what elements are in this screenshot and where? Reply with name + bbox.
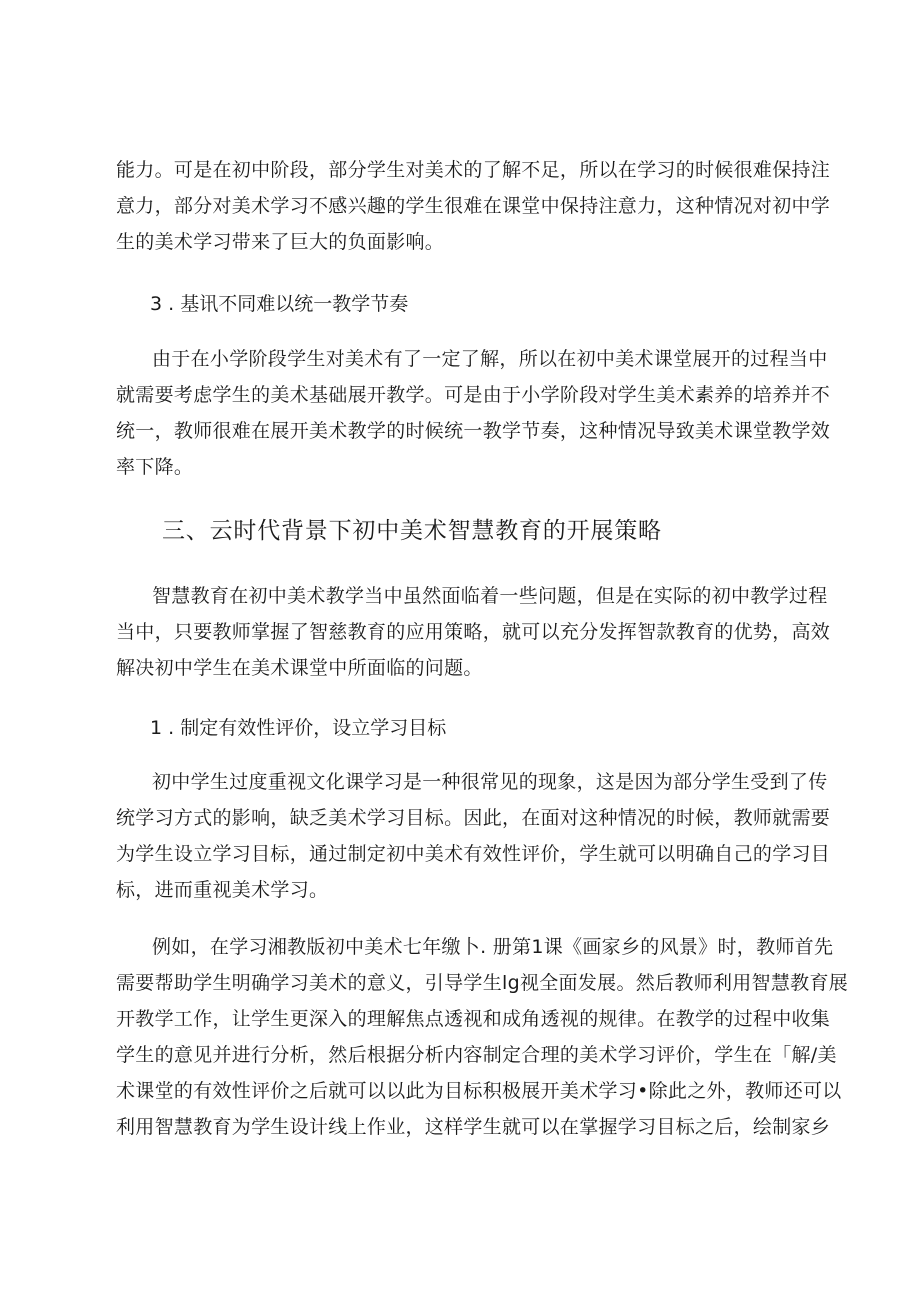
- text-line: 统学习方式的影响，缺乏美术学习目标。因此，在面对这种情况的时候，教师就需要: [116, 807, 831, 829]
- text-line: 由于在小学阶段学生对美术有了一定了解，所以在初中美术课堂展开的过程当中: [152, 348, 828, 370]
- text-line: 能力。可是在初中阶段，部分学生对美术的了解不足，所以在学习的时候很难保持注: [116, 159, 831, 181]
- paragraph-example: [116, 929, 849, 1145]
- text-line: 当中，只要教师掌握了智慈教育的应用策略，就可以充分发挥智款教育的优势，高效: [116, 621, 831, 643]
- text-line: 为学生设立学习目标，通过制定初中美术有效性评价，学生就可以明确自己的学习目: [116, 843, 831, 865]
- text-line: 初中学生过度重视文化课学习是一种很常见的现象，这是因为部分学生受到了传: [152, 771, 828, 793]
- text-line: 就需要考虑学生的美术基础展开教学。可是由于小学阶段对学生美术素养的培养并不: [116, 384, 831, 406]
- text-line: 开教学工作，让学生更深入的理解焦点透视和成角透视的规律。在教学的过程中收集: [116, 1008, 831, 1030]
- text-line: 术课堂的有效性评价之后就可以以此为目标积极展开美术学习•除此之外，教师还可以: [116, 1080, 842, 1102]
- paragraph-foundation: [116, 341, 831, 485]
- paragraph-strategy-intro: [116, 578, 831, 686]
- subheading-1: 1 . 制定有效性评价，设立学习目标: [150, 717, 447, 739]
- text-line: 意力，部分对美术学习不感兴趣的学生很难在课堂中保持注意力，这种情况对初中学: [116, 195, 831, 217]
- text-line: 学生的意见并进行分析，然后根据分析内容制定合理的美术学习评价，学生在「解/美: [116, 1044, 837, 1066]
- text-line: 需要帮助学生明确学习美术的意义，引导学生lg视全面发展。然后教师利用智慧教育展: [116, 972, 849, 994]
- text-line: 智慧教育在初中美术教学当中虽然面临着一些问题，但是在实际的初中教学过程: [152, 585, 828, 607]
- text-line: 解决初中学生在美术课堂中所面临的问题。: [116, 657, 483, 679]
- text-line: 利用智慧教育为学生设计线上作业，这样学生就可以在掌握学习目标之后，绘制家乡: [116, 1116, 831, 1138]
- text-line: 标，进而重视美术学习。: [116, 879, 329, 901]
- section-title: 三、云时代背景下初中美术智慧教育的开展策略: [162, 518, 662, 544]
- paragraph-attention: [116, 152, 831, 260]
- text-line: 例如，在学习湘教版初中美术七年缴卜. 册第1课《画家乡的风景》时，教师首先: [152, 936, 834, 958]
- text-line: 生的美术学习带来了巨大的负面影响。: [116, 231, 445, 253]
- text-line: 统一，教师很难在展开美术教学的时候统一教学节奏，这种情况导致美术课堂教学效: [116, 420, 831, 442]
- text-line: 率下降。: [116, 456, 194, 478]
- paragraph-goals: [116, 764, 831, 908]
- subheading-3: 3 . 基讯不同难以统一教学节奏: [150, 293, 409, 315]
